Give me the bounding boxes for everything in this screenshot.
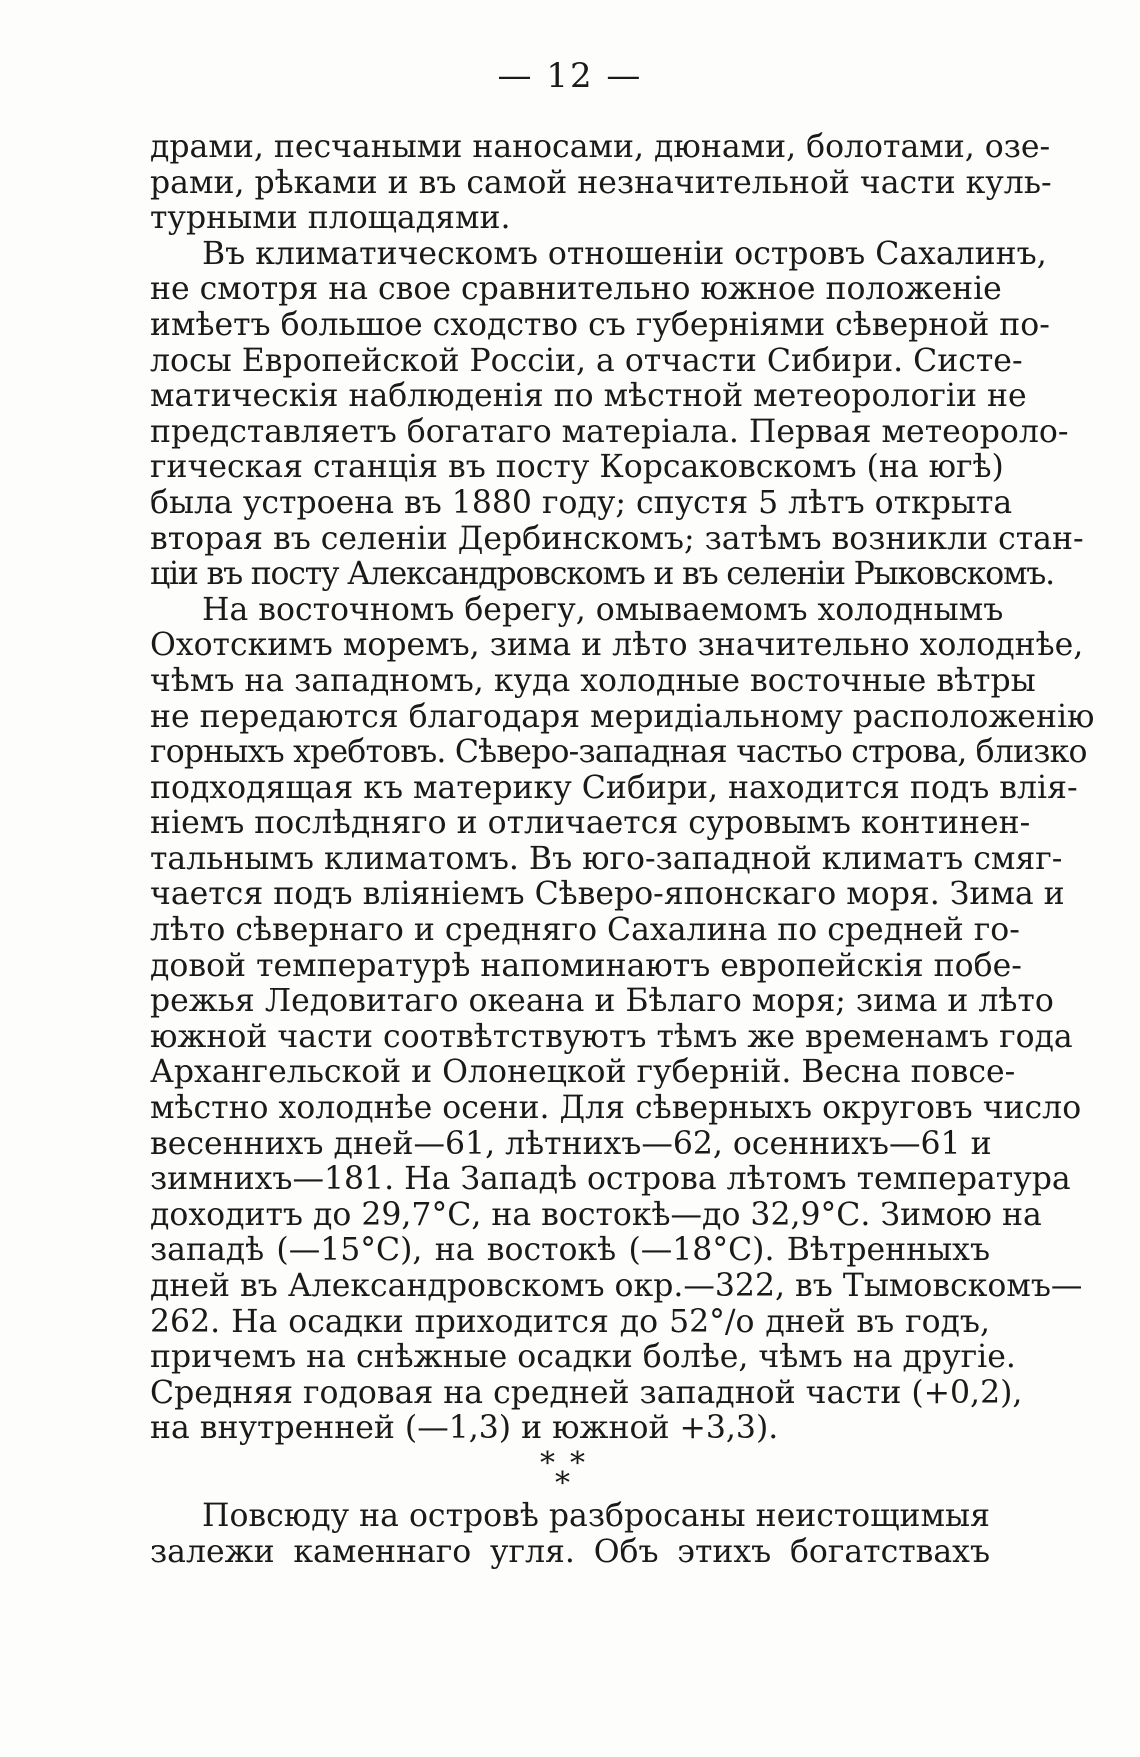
text-line: На восточномъ берегу, омываемомъ холоднымъ (202, 591, 1004, 628)
text-line: на внутренней (—1,3) и южной +3,3). (150, 1410, 779, 1447)
asterisk-icon: * (570, 1445, 585, 1481)
text-line: причемъ на снѣжные осадки болѣе, чѣмъ на другіе. (150, 1339, 1016, 1376)
text-line: вторая въ селеніи Дербинскомъ; затѣмъ возникли стан- (150, 520, 1084, 557)
page-number: — 12 — (497, 56, 643, 96)
text-line: была устроена въ 1880 году; спустя 5 лѣтъ открыта (150, 484, 1013, 521)
text-line: ніемъ послѣдняго и отличается суровымъ континен- (150, 805, 1031, 842)
text-line: довой температурѣ напоминаютъ европейскія побе- (150, 947, 1022, 984)
text-line: доходитъ до 29,7°С, на востокѣ—до 32,9°С. Зимою на (150, 1196, 1042, 1233)
text-line: зимнихъ—181. На Западѣ острова лѣтомъ температура (150, 1161, 1071, 1198)
text-line: представляетъ богатаго матеріала. Первая метеороло- (150, 413, 1069, 450)
text-line: матическія наблюденія по мѣстной метеорологіи не (150, 378, 1027, 415)
text-line: дней въ Александровскомъ окр.—322, въ Тымовскомъ— (150, 1268, 1083, 1304)
text-line: весеннихъ дней—61, лѣтнихъ—62, осеннихъ—61 и (150, 1125, 992, 1162)
text-line: западѣ (—15°С), на востокѣ (—18°С). Вѣтренныхъ (150, 1232, 990, 1269)
section-separator (150, 1447, 990, 1499)
text-line: драми, песчаными наносами, дюнами, болотами, озе- (150, 129, 1051, 165)
text-line: имѣетъ большое сходство съ губерніями сѣверной по- (150, 306, 1050, 343)
text-line: лѣто сѣвернаго и средняго Сахалина по средней го- (150, 912, 1020, 949)
text-line: рами, рѣками и въ самой незначительной части куль- (150, 164, 1052, 201)
text-line: турными площадями. (150, 200, 511, 237)
body-text (150, 129, 1095, 1570)
asterisk-icon: * (540, 1445, 555, 1481)
text-line: Повсюду на островѣ разбросаны неистощимыя (202, 1497, 990, 1534)
text-line: режья Ледовитаго океана и Бѣлаго моря; зима и лѣто (150, 983, 1054, 1020)
text-line: Въ климатическомъ отношеніи островъ Сахалинъ, (202, 235, 1047, 272)
text-line: залежи каменнаго угля. Объ этихъ богатствахъ (150, 1533, 990, 1570)
text-line: Архангельской и Олонецкой губерній. Весна повсе- (150, 1054, 1016, 1091)
asterisk-icon: * (555, 1465, 570, 1501)
text-line: мѣстно холоднѣе осени. Для сѣверныхъ округовъ число (150, 1090, 1082, 1127)
text-line: не передаются благодаря меридіальному расположенію (150, 698, 1095, 735)
text-line: Охотскимъ моремъ, зима и лѣто значительно холоднѣе, (150, 627, 1084, 664)
text-line: чается подъ вліяніемъ Сѣверо-японскаго моря. Зима и (150, 876, 1065, 913)
text-line: 262. На осадки приходится до 52°/о дней въ годъ, (150, 1303, 990, 1340)
text-line: горныхъ хребтовъ. Сѣверо-западная частьо строва, близко (150, 734, 1087, 771)
text-line: лосы Европейской Россіи, а отчасти Сибири. Систе- (150, 342, 1023, 379)
text-line: тальнымъ климатомъ. Въ юго-западной климатъ смяг- (150, 840, 1063, 877)
text-line: Средняя годовая на средней западной части (+0,2), (150, 1374, 1023, 1411)
text-line: подходящая къ материку Сибири, находится подъ влія- (150, 769, 1078, 806)
text-line: чѣмъ на западномъ, куда холодные восточные вѣтры (150, 662, 1036, 699)
text-line: ціи въ посту Александровскомъ и въ селеніи Рыковскомъ. (150, 556, 1054, 593)
text-line: не смотря на свое сравнительно южное положеніе (150, 271, 1002, 308)
text-line: гическая станція въ посту Корсаковскомъ (на югѣ) (150, 449, 1004, 486)
text-line: южной части соотвѣтствуютъ тѣмъ же временамъ года (150, 1018, 1073, 1055)
